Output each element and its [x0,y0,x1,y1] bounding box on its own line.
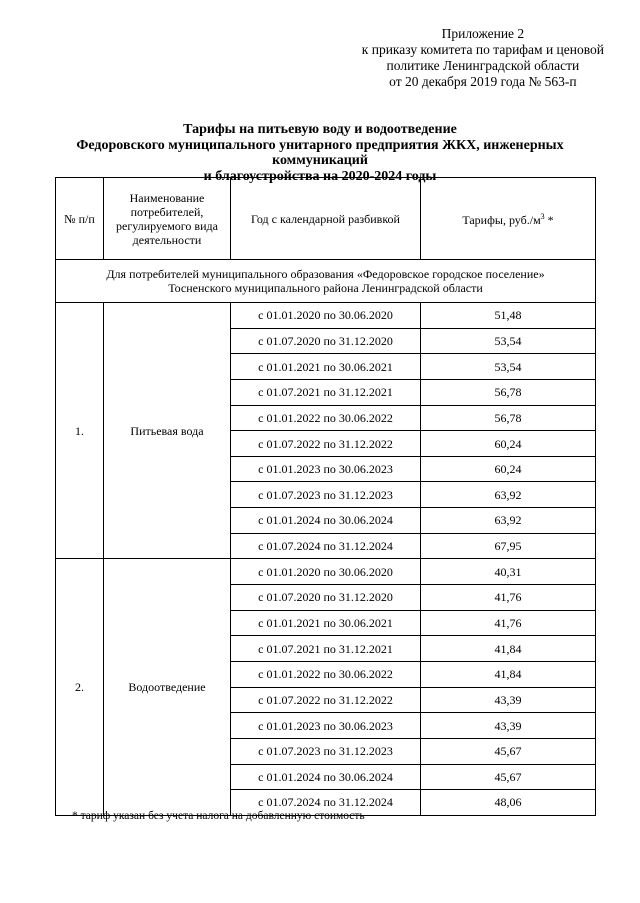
title-line: и благоустройства на 2020-2024 годы [203,168,437,184]
tariff-cell: 40,31 [421,559,596,585]
period-cell: с 01.01.2023 по 30.06.2023 [231,456,421,482]
period-cell: с 01.07.2023 по 31.12.2023 [231,482,421,508]
tariff-cell: 41,76 [421,585,596,611]
period-cell: с 01.01.2024 по 30.06.2024 [231,764,421,790]
table-row [56,303,596,329]
tariff-cell: 56,78 [421,379,596,405]
tariff-cell: 45,67 [421,764,596,790]
appendix-line: к приказу комитета по тарифам и ценовой [361,42,604,57]
table-header-row [56,178,596,260]
tariff-cell: 60,24 [421,456,596,482]
tariff-cell: 53,54 [421,354,596,380]
period-cell: с 01.07.2024 по 31.12.2024 [231,533,421,559]
tariff-cell: 56,78 [421,405,596,431]
period-cell: с 01.01.2020 по 30.06.2020 [231,559,421,585]
tariff-cell: 51,48 [421,303,596,329]
section-line: Тосненского муниципального района Ленинградской области [168,281,483,295]
appendix-line: политике Ленинградской области [386,58,580,73]
section-line: Для потребителей муниципального образования «Федоровское городское поселение» [106,267,545,281]
tariff-cell: 67,95 [421,533,596,559]
service-name: Водоотведение [104,559,231,815]
tariff-cell: 41,76 [421,610,596,636]
appendix-header [362,26,604,90]
period-cell: с 01.07.2020 по 31.12.2020 [231,585,421,611]
tariff-table-body [56,178,596,816]
row-number: 2. [56,559,104,815]
header-tariff-text: Тарифы, руб./м [462,213,541,227]
footnote: * тариф указан без учета налога на добавленную стоимость [72,810,365,822]
tariff-cell: 41,84 [421,661,596,687]
tariff-cell: 41,84 [421,636,596,662]
period-cell: с 01.01.2023 по 30.06.2023 [231,713,421,739]
tariff-table [55,177,596,816]
period-cell: с 01.07.2021 по 31.12.2021 [231,379,421,405]
tariff-cell: 53,54 [421,328,596,354]
period-cell: с 01.01.2022 по 30.06.2022 [231,661,421,687]
tariff-cell: 43,39 [421,687,596,713]
table-row [56,559,596,585]
period-cell: с 01.07.2022 по 31.12.2022 [231,431,421,457]
tariff-cell: 45,67 [421,738,596,764]
period-cell: с 01.01.2021 по 30.06.2021 [231,354,421,380]
appendix-line: Приложение 2 [441,26,525,41]
header-tariff-sup: 3 [540,212,545,221]
section-heading [56,260,596,303]
tariff-cell: 63,92 [421,482,596,508]
service-name: Питьевая вода [104,303,231,559]
period-cell: с 01.01.2020 по 30.06.2020 [231,303,421,329]
header-num: № п/п [56,178,104,260]
period-cell: с 01.07.2023 по 31.12.2023 [231,738,421,764]
title-line: Федоровского муниципального унитарного предприятия ЖКХ, инженерных коммуникаций [76,137,564,168]
period-cell: с 01.01.2021 по 30.06.2021 [231,610,421,636]
period-cell: с 01.07.2024 по 31.12.2024 [231,790,421,816]
row-number: 1. [56,303,104,559]
header-period: Год с календарной разбивкой [231,178,421,260]
tariff-cell: 48,06 [421,790,596,816]
period-cell: с 01.01.2022 по 30.06.2022 [231,405,421,431]
period-cell: с 01.07.2022 по 31.12.2022 [231,687,421,713]
tariff-cell: 63,92 [421,508,596,534]
header-tariff [421,178,596,260]
title-line: Тарифы на питьевую воду и водоотведение [183,122,457,137]
section-row [56,260,596,303]
tariff-cell: 60,24 [421,431,596,457]
document-title [40,122,600,184]
tariff-cell: 43,39 [421,713,596,739]
header-name: Наименование потребителей, регулируемого вида деятельности [104,178,231,260]
header-tariff-star: * [544,213,554,227]
period-cell: с 01.01.2024 по 30.06.2024 [231,508,421,534]
period-cell: с 01.07.2020 по 31.12.2020 [231,328,421,354]
period-cell: с 01.07.2021 по 31.12.2021 [231,636,421,662]
appendix-line: от 20 декабря 2019 года № 563-п [389,74,577,89]
